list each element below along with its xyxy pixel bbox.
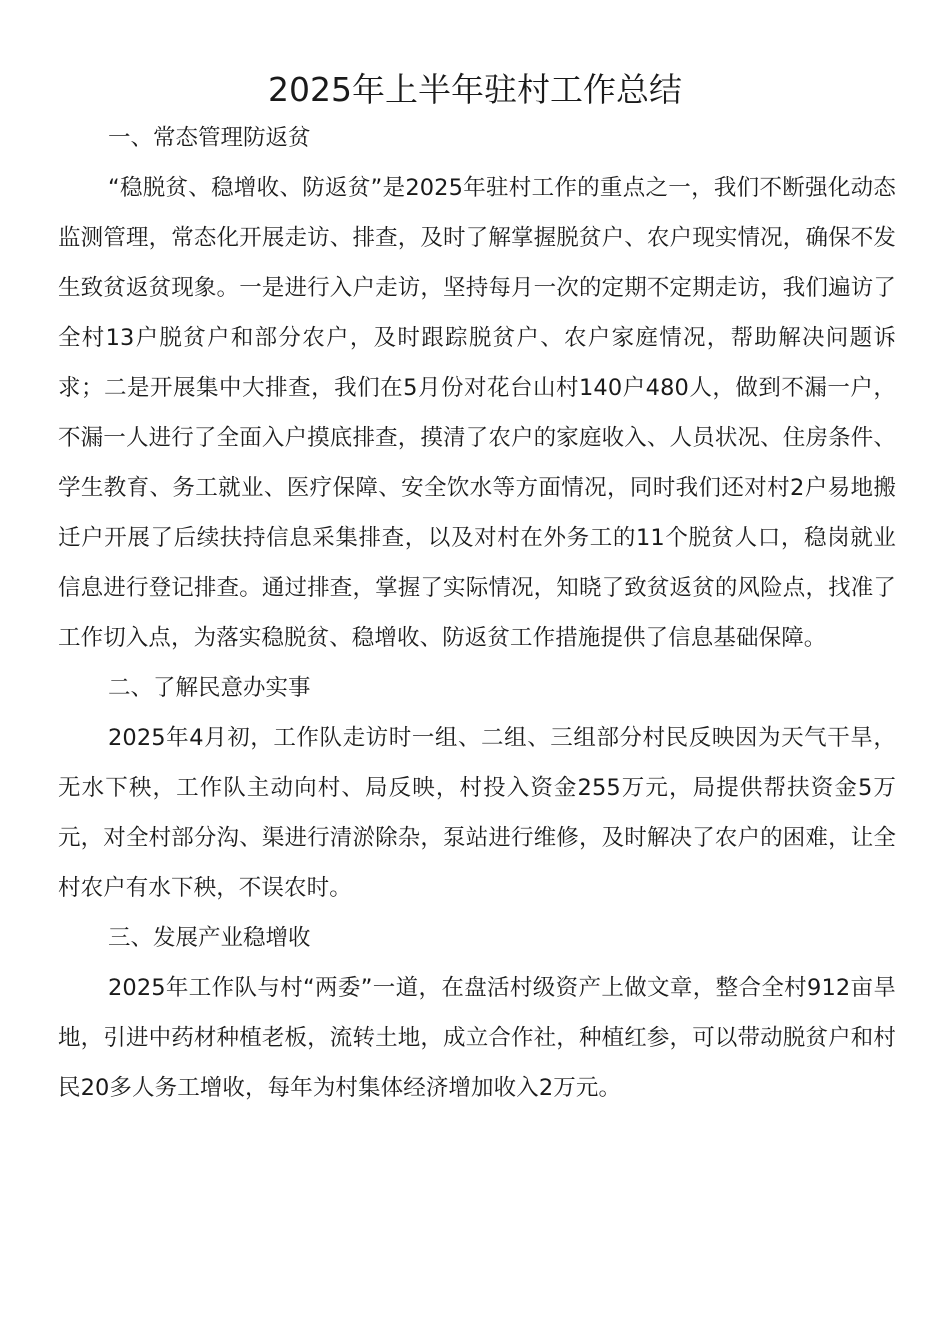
section-1 xyxy=(58,113,896,663)
section-heading: 一、常态管理防返贫 xyxy=(108,125,311,151)
section-paragraph: 2025年工作队与村“两委”一道，在盘活村级资产上做文章，整合全村912亩旱地，引进中药材种植老板，流转土地，成立合作社，种植红参，可以带动脱贫户和村民20多人务工增收，每年为村集体经济增加收入2万元。 xyxy=(58,975,896,1101)
section-3 xyxy=(58,913,896,1113)
document-body xyxy=(58,113,896,1113)
section-2 xyxy=(58,663,896,913)
section-heading: 三、发展产业稳增收 xyxy=(108,925,311,951)
section-heading: 二、了解民意办实事 xyxy=(108,675,311,701)
section-paragraph: “稳脱贫、稳增收、防返贫”是2025年驻村工作的重点之一，我们不断强化动态监测管理，常态化开展走访、排查，及时了解掌握脱贫户、农户现实情况，确保不发生致贫返贫现象。一是进行入户走访，坚持每月一次的定期不定期走访，我们遍访了全村13户脱贫户和部分农户，及时跟踪脱贫户、农户家庭情况，帮助解决问题诉求；二是开展集中大排查，我们在5月份对花台山村140户480人，做到不漏一户，不漏一人进行了全面入户摸底排查，摸清了农户的家庭收入、人员状况、住房条件、学生教育、务工就业、医疗保障、安全饮水等方面情况，同时我们还对村2户易地搬迁户开展了后续扶持信息采集排查，以及对村在外务工的11个脱贫人口，稳岗就业信息进行登记排查。通过排查，掌握了实际情况，知晓了致贫返贫的风险点，找准了工作切入点，为落实稳脱贫、稳增收、防返贫工作措施提供了信息基础保障。 xyxy=(58,175,896,651)
document-title: 2025年上半年驻村工作总结 xyxy=(268,70,682,109)
section-paragraph: 2025年4月初，工作队走访时一组、二组、三组部分村民反映因为天气干旱，无水下秧，工作队主动向村、局反映，村投入资金255万元，局提供帮扶资金5万元，对全村部分沟、渠进行清淤除杂，泵站进行维修，及时解决了农户的困难，让全村农户有水下秧，不误农时。 xyxy=(58,725,896,901)
